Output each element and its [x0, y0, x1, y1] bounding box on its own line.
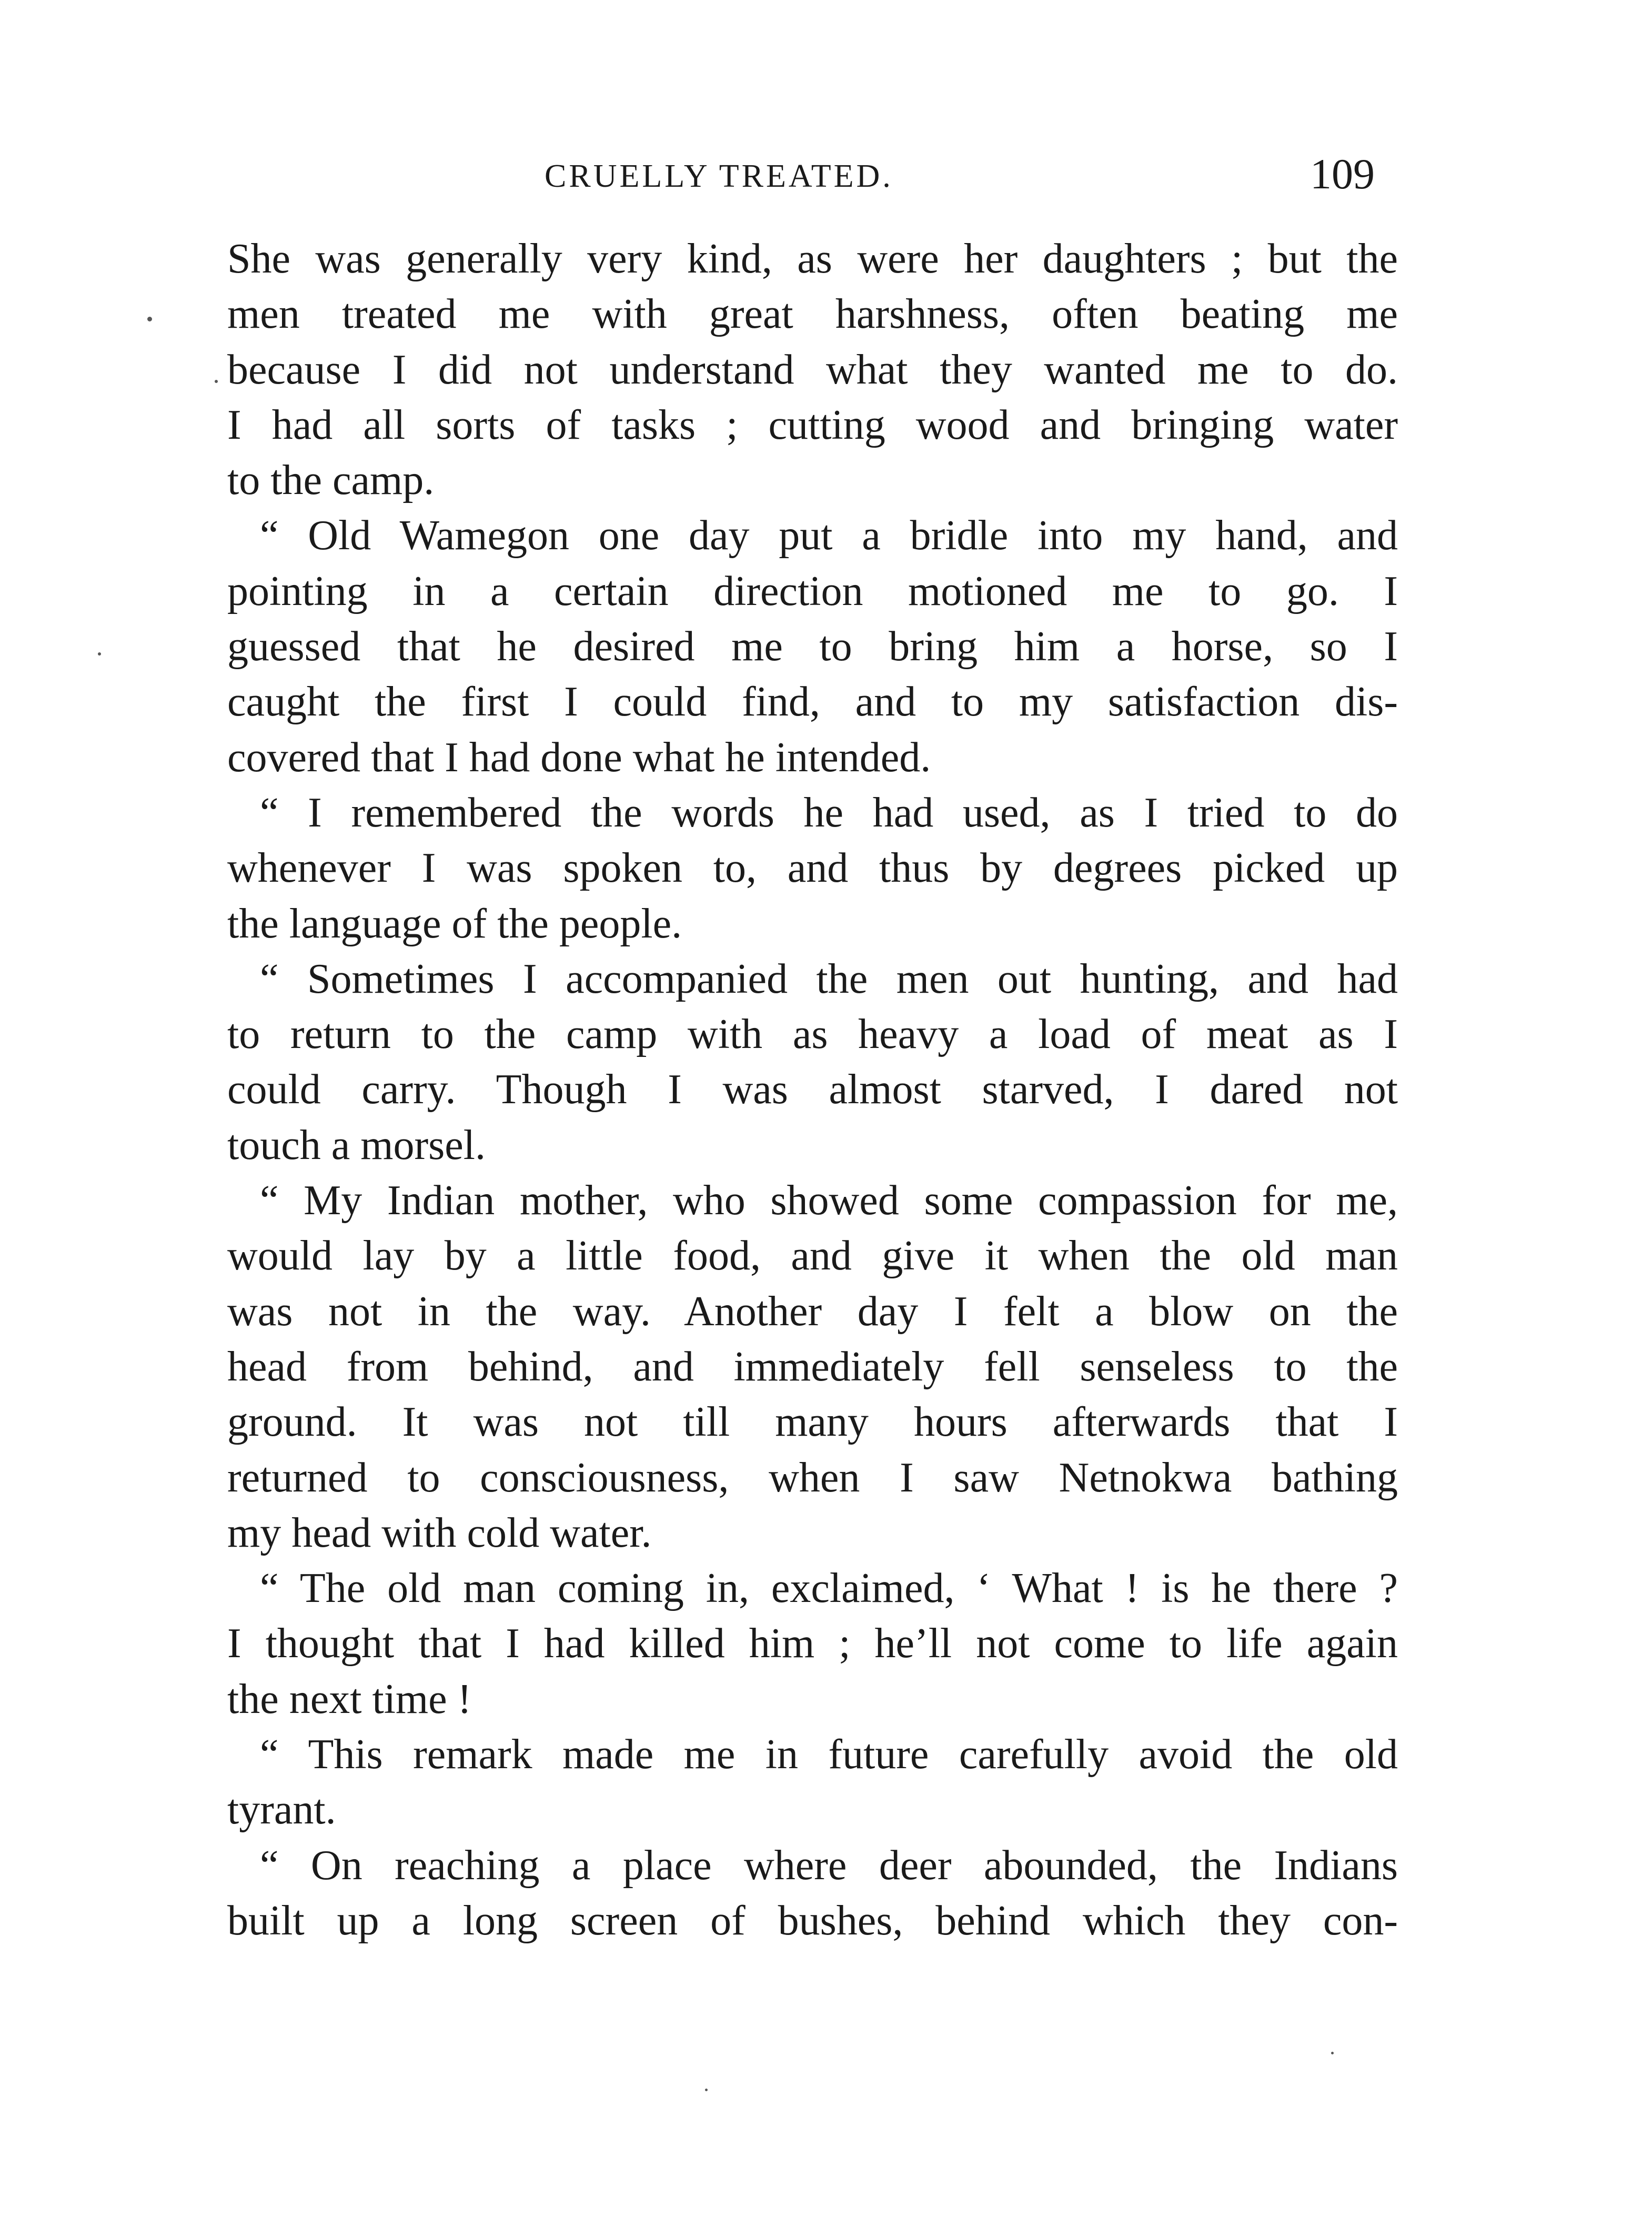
text-line: covered that I had done what he intended.: [227, 734, 931, 781]
text-line: head from behind, and immediately fell senseless to the: [227, 1343, 1398, 1390]
text-line: the language of the people.: [227, 900, 682, 947]
text-line: I thought that I had killed him ; he’ll not come to life again: [227, 1620, 1398, 1667]
text-line: “ The old man coming in, exclaimed, ‘ What ! is he there ?: [260, 1565, 1398, 1612]
scan-speck: [705, 2089, 708, 2091]
scan-speck: [147, 317, 152, 321]
text-line: caught the first I could find, and to my satisfaction dis-: [227, 679, 1398, 725]
text-line: could carry. Though I was almost starved, I dared not: [227, 1066, 1398, 1113]
text-line: ground. It was not till many hours afterwards that I: [227, 1399, 1398, 1446]
text-line: “ Old Wamegon one day put a bridle into my hand, and: [260, 512, 1398, 559]
text-line: touch a morsel.: [227, 1122, 486, 1168]
chapter-running-title: CRUELLY TREATED.: [545, 158, 893, 194]
text-line: pointing in a certain direction motioned me to go. I: [227, 568, 1398, 614]
scan-speck: [215, 380, 218, 383]
text-line: built up a long screen of bushes, behind which they con-: [227, 1897, 1398, 1944]
text-line: would lay by a little food, and give it when the old man: [227, 1233, 1398, 1279]
text-line: “ This remark made me in future carefully avoid the old: [260, 1731, 1398, 1778]
scan-speck: [98, 652, 101, 656]
text-line: because I did not understand what they wanted me to do.: [227, 346, 1398, 393]
text-line: She was generally very kind, as were her daughters ; but the: [227, 236, 1398, 282]
text-line: my head with cold water.: [227, 1509, 652, 1556]
text-line: the next time !: [227, 1676, 472, 1722]
text-line: tyrant.: [227, 1787, 336, 1833]
body-text: [227, 231, 1398, 1949]
text-line: to the camp.: [227, 457, 435, 504]
text-line: “ On reaching a place where deer abounded, the Indians: [260, 1842, 1398, 1889]
text-line: “ Sometimes I accompanied the men out hunting, and had: [260, 955, 1398, 1002]
text-line: whenever I was spoken to, and thus by degrees picked up: [227, 845, 1398, 892]
text-line: “ I remembered the words he had used, as I tried to do: [260, 789, 1398, 836]
scan-speck: [1331, 2052, 1334, 2054]
text-line: I had all sorts of tasks ; cutting wood and bringing water: [227, 401, 1398, 448]
text-line: was not in the way. Another day I felt a blow on the: [227, 1288, 1398, 1335]
text-line: men treated me with great harshness, often beating me: [227, 291, 1398, 338]
running-head: [0, 150, 1652, 200]
text-line: to return to the camp with as heavy a load of meat as I: [227, 1011, 1398, 1058]
text-line: guessed that he desired me to bring him a horse, so I: [227, 623, 1398, 670]
page-number: 109: [1310, 150, 1375, 198]
text-line: “ My Indian mother, who showed some compassion for me,: [260, 1177, 1398, 1224]
text-line: returned to consciousness, when I saw Netnokwa bathing: [227, 1454, 1398, 1501]
